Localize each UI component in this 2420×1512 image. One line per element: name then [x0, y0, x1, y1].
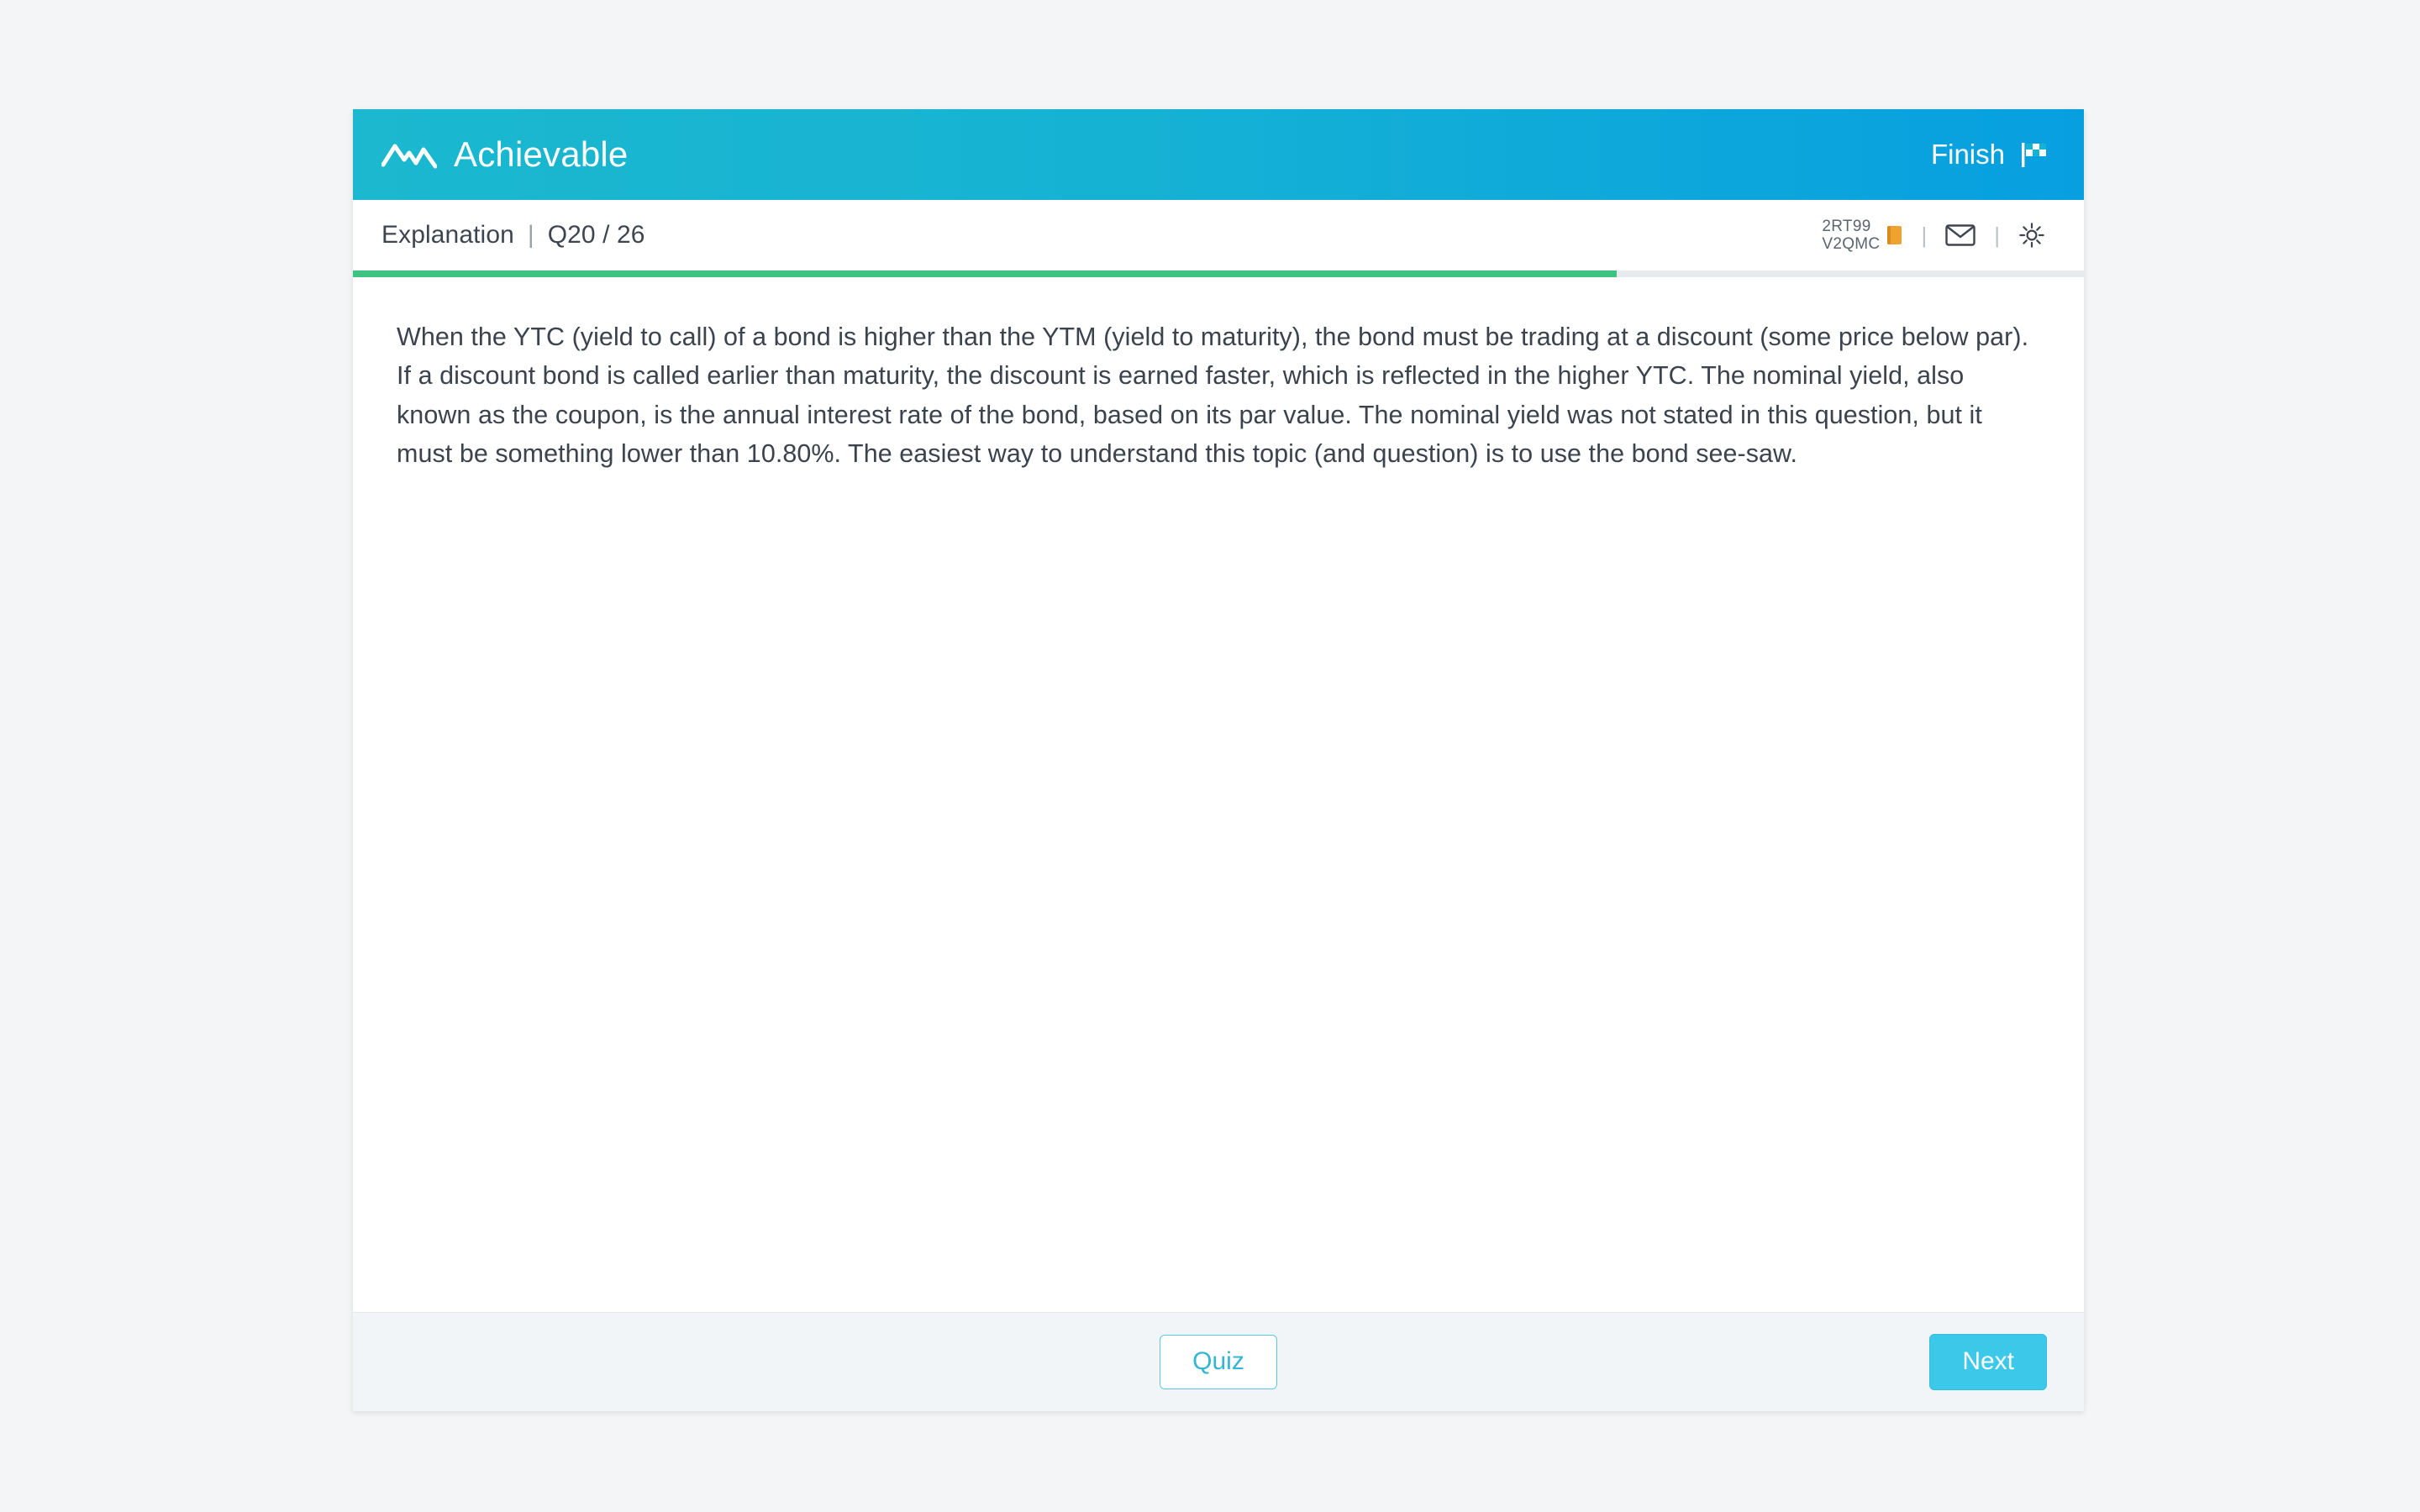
mail-icon[interactable] — [1945, 223, 1975, 247]
explanation-panel — [353, 277, 2084, 1312]
footer-center — [1160, 1335, 1277, 1389]
finish-button[interactable] — [1931, 139, 2049, 171]
breadcrumb-separator: | — [527, 221, 534, 249]
quiz-app-window — [353, 109, 2084, 1411]
footer-right — [1277, 1334, 2047, 1390]
top-brand-bar — [353, 109, 2084, 200]
quiz-progress-fill — [353, 270, 1617, 277]
quiz-button[interactable]: Quiz — [1160, 1335, 1277, 1389]
quiz-progress-bar — [353, 270, 2084, 277]
flag-icon — [2020, 141, 2049, 168]
question-code-line-2: V2QMC — [1822, 235, 1881, 253]
question-code-lines — [1822, 218, 1880, 254]
tools-divider-1: | — [1921, 222, 1928, 248]
question-counter: Q20 / 26 — [547, 221, 645, 249]
brand-name: Achievable — [454, 134, 629, 174]
section-label: Explanation — [381, 221, 514, 249]
finish-label: Finish — [1930, 139, 2005, 170]
tools-divider-2: | — [1994, 222, 2000, 248]
gear-icon[interactable] — [2018, 222, 2045, 249]
sub-header-tools — [1822, 218, 2045, 254]
mountains-logo-icon — [381, 136, 437, 173]
footer-bar — [353, 1312, 2084, 1411]
explanation-text: When the YTC (yield to call) of a bond is higher than the YTM (yield to maturity), the bond must be trading at a discount (some price below par). If a discount bond is called earlier than maturity, the discount is earned faster, which is reflected in the higher YTC. The nominal yield, also known as the coupon, is the annual interest rate of the bond, based on its par value. The nominal yield was not stated in this question, but it must be something lower than 10.80%. The easiest way to understand this topic (and question) is to use the bond see-saw. — [397, 323, 2029, 469]
next-button[interactable]: Next — [1929, 1334, 2047, 1390]
question-code[interactable] — [1822, 218, 1902, 254]
book-icon — [1886, 225, 1902, 245]
brand-logo[interactable] — [381, 136, 628, 173]
question-code-line-1: 2RT99 — [1822, 217, 1871, 235]
sub-header — [353, 200, 2084, 270]
